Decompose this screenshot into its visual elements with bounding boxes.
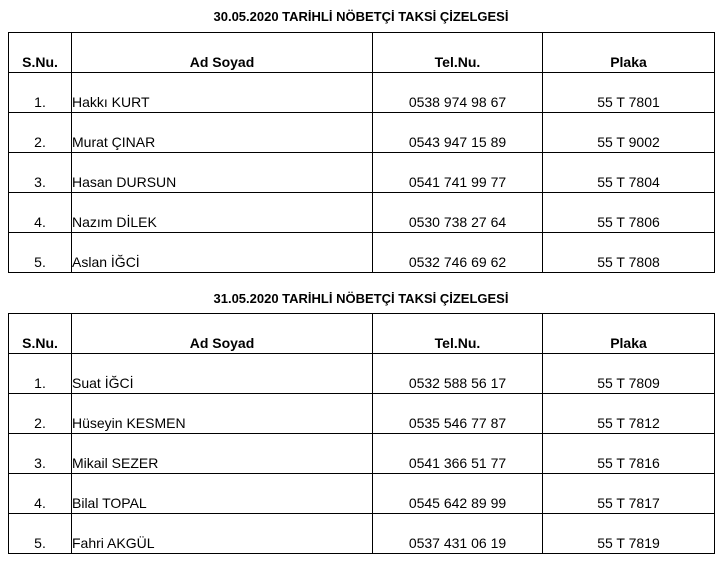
phone-number: 0530 738 27 64 <box>373 193 543 233</box>
row-number: 2. <box>9 394 72 434</box>
license-plate: 55 T 7801 <box>543 73 715 113</box>
driver-name: Hüseyin KESMEN <box>72 394 373 434</box>
phone-number: 0532 746 69 62 <box>373 233 543 273</box>
table-header-row <box>9 314 715 354</box>
driver-name: Suat İĞCİ <box>72 354 373 394</box>
phone-number: 0541 741 99 77 <box>373 153 543 193</box>
license-plate: 55 T 7819 <box>543 514 715 554</box>
driver-name: Murat ÇINAR <box>72 113 373 153</box>
table-row <box>9 394 715 434</box>
license-plate: 55 T 7809 <box>543 354 715 394</box>
driver-name: Hakkı KURT <box>72 73 373 113</box>
table-row <box>9 193 715 233</box>
schedule-title: 31.05.2020 TARİHLİ NÖBETÇİ TAKSİ ÇİZELGESİ <box>213 291 509 306</box>
table-header-row <box>9 33 715 73</box>
table-row <box>9 153 715 193</box>
table-row <box>9 474 715 514</box>
license-plate: 55 T 7806 <box>543 193 715 233</box>
phone-number: 0541 366 51 77 <box>373 434 543 474</box>
schedule-table <box>8 313 715 554</box>
row-number: 1. <box>9 73 72 113</box>
driver-name: Hasan DURSUN <box>72 153 373 193</box>
column-header-plate: Plaka <box>543 314 715 354</box>
phone-number: 0545 642 89 99 <box>373 474 543 514</box>
column-header-name: Ad Soyad <box>72 33 373 73</box>
license-plate: 55 T 7812 <box>543 394 715 434</box>
phone-number: 0535 546 77 87 <box>373 394 543 434</box>
table-row <box>9 233 715 273</box>
column-header-no: S.Nu. <box>9 33 72 73</box>
driver-name: Aslan İĞCİ <box>72 233 373 273</box>
table-row <box>9 113 715 153</box>
row-number: 5. <box>9 233 72 273</box>
license-plate: 55 T 7808 <box>543 233 715 273</box>
license-plate: 55 T 7816 <box>543 434 715 474</box>
table-row <box>9 73 715 113</box>
row-number: 4. <box>9 474 72 514</box>
phone-number: 0543 947 15 89 <box>373 113 543 153</box>
driver-name: Nazım DİLEK <box>72 193 373 233</box>
schedule-table <box>8 32 715 273</box>
column-header-tel: Tel.Nu. <box>373 314 543 354</box>
phone-number: 0537 431 06 19 <box>373 514 543 554</box>
row-number: 3. <box>9 153 72 193</box>
license-plate: 55 T 7817 <box>543 474 715 514</box>
row-number: 5. <box>9 514 72 554</box>
driver-name: Fahri AKGÜL <box>72 514 373 554</box>
column-header-tel: Tel.Nu. <box>373 33 543 73</box>
driver-name: Bilal TOPAL <box>72 474 373 514</box>
row-number: 2. <box>9 113 72 153</box>
driver-name: Mikail SEZER <box>72 434 373 474</box>
table-row <box>9 434 715 474</box>
schedule-title: 30.05.2020 TARİHLİ NÖBETÇİ TAKSİ ÇİZELGESİ <box>213 9 509 24</box>
column-header-plate: Plaka <box>543 33 715 73</box>
table-row <box>9 354 715 394</box>
license-plate: 55 T 9002 <box>543 113 715 153</box>
row-number: 1. <box>9 354 72 394</box>
column-header-no: S.Nu. <box>9 314 72 354</box>
row-number: 3. <box>9 434 72 474</box>
table-row <box>9 514 715 554</box>
phone-number: 0532 588 56 17 <box>373 354 543 394</box>
phone-number: 0538 974 98 67 <box>373 73 543 113</box>
row-number: 4. <box>9 193 72 233</box>
column-header-name: Ad Soyad <box>72 314 373 354</box>
license-plate: 55 T 7804 <box>543 153 715 193</box>
